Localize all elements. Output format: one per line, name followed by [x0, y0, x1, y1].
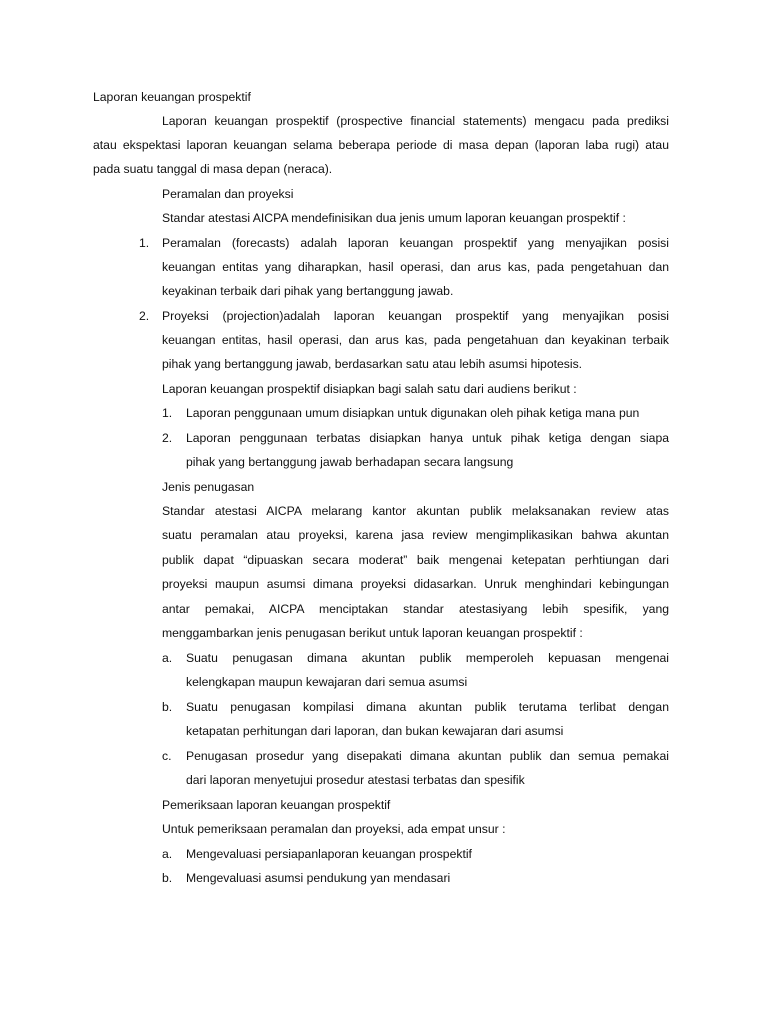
- audience-lead: Laporan keuangan prospektif disiapkan bagi salah satu dari audiens berikut :: [162, 382, 577, 396]
- list-item-line: Penugasan prosedur yang disepakati dimana akuntan publik dan semua pemakai: [186, 749, 669, 763]
- paragraph-line: menggambarkan jenis penugasan berikut untuk laporan keuangan prospektif :: [162, 626, 583, 640]
- list-item-line: keuangan entitas yang diharapkan, hasil operasi, dan arus kas, pada pengetahuan dan: [162, 260, 669, 274]
- list-marker: 2.: [162, 431, 173, 445]
- list-marker: 1.: [139, 236, 150, 250]
- paragraph-line: suatu peramalan atau proyeksi, karena jasa review mengimplikasikan bahwa akuntan: [162, 528, 669, 542]
- list-item-line: dari laporan menyetujui prosedur atestasi terbatas dan spesifik: [186, 773, 525, 787]
- paragraph-line: proyeksi maupun asumsi dimana proyeksi didasarkan. Unruk menghindari kebingungan: [162, 577, 669, 591]
- list-item-line: Laporan penggunaan umum disiapkan untuk digunakan oleh pihak ketiga mana pun: [186, 406, 640, 420]
- list-item-line: pihak yang bertanggung jawab berhadapan secara langsung: [186, 455, 514, 469]
- list-item-line: Suatu penugasan kompilasi dimana akuntan publik terutama terlibat dengan: [186, 700, 669, 714]
- document-title: Laporan keuangan prospektif: [93, 90, 251, 104]
- list-marker: a.: [162, 651, 173, 665]
- list-item-line: Laporan penggunaan terbatas disiapkan hanya untuk pihak ketiga dengan siapa: [186, 431, 669, 445]
- list-item-line: Proyeksi (projection)adalah laporan keuangan prospektif yang menyajikan posisi: [162, 309, 669, 323]
- list-item-line: Suatu penugasan dimana akuntan publik memperoleh kepuasan mengenai: [186, 651, 669, 665]
- list-item-line: pihak yang bertanggung jawab, berdasarkan satu atau lebih asumsi hipotesis.: [162, 357, 583, 371]
- list-marker: c.: [162, 749, 172, 763]
- list-item-line: kelengkapan maupun kewajaran dari semua asumsi: [186, 675, 468, 689]
- list-item-line: Peramalan (forecasts) adalah laporan keuangan prospektif yang menyajikan posisi: [162, 236, 669, 250]
- section-heading-jenis-penugasan: Jenis penugasan: [162, 480, 255, 494]
- paragraph-line: Standar atestasi AICPA melarang kantor akuntan publik melaksanakan review atas: [162, 504, 669, 518]
- paragraph-line: publik dapat “dipuaskan secara moderat” baik mengenai ketepatan perhtiungan dari: [162, 553, 669, 567]
- list-item-line: keuangan entitas, hasil operasi, dan arus kas, pada pengetahuan dan keyakinan terbaik: [162, 333, 669, 347]
- list-marker: 2.: [139, 309, 150, 323]
- section-heading-peramalan: Peramalan dan proyeksi: [162, 187, 294, 201]
- intro-line-2: atau ekspektasi laporan keuangan selama beberapa periode di masa depan (laporan laba rugi) atau: [93, 138, 669, 152]
- intro-line-1: Laporan keuangan prospektif (prospective financial statements) mengacu pada prediksi: [162, 114, 669, 128]
- list-item-line: ketapatan perhitungan dari laporan, dan bukan kewajaran dari asumsi: [186, 724, 564, 738]
- section3-lead: Untuk pemeriksaan peramalan dan proyeksi, ada empat unsur :: [162, 822, 506, 836]
- section1-lead: Standar atestasi AICPA mendefinisikan dua jenis umum laporan keuangan prospektif :: [162, 211, 626, 225]
- intro-line-3: pada suatu tanggal di masa depan (neraca).: [93, 162, 333, 176]
- list-item-line: Mengevaluasi persiapanlaporan keuangan prospektif: [186, 847, 472, 861]
- paragraph-line: antar pemakai, AICPA menciptakan standar atestasiyang lebih spesifik, yang: [162, 602, 669, 616]
- list-item-line: keyakinan terbaik dari pihak yang bertanggung jawab.: [162, 284, 454, 298]
- list-marker: b.: [162, 871, 173, 885]
- section-heading-pemeriksaan: Pemeriksaan laporan keuangan prospektif: [162, 798, 391, 812]
- list-marker: b.: [162, 700, 173, 714]
- list-marker: 1.: [162, 406, 173, 420]
- list-marker: a.: [162, 847, 173, 861]
- list-item-line: Mengevaluasi asumsi pendukung yan mendasari: [186, 871, 451, 885]
